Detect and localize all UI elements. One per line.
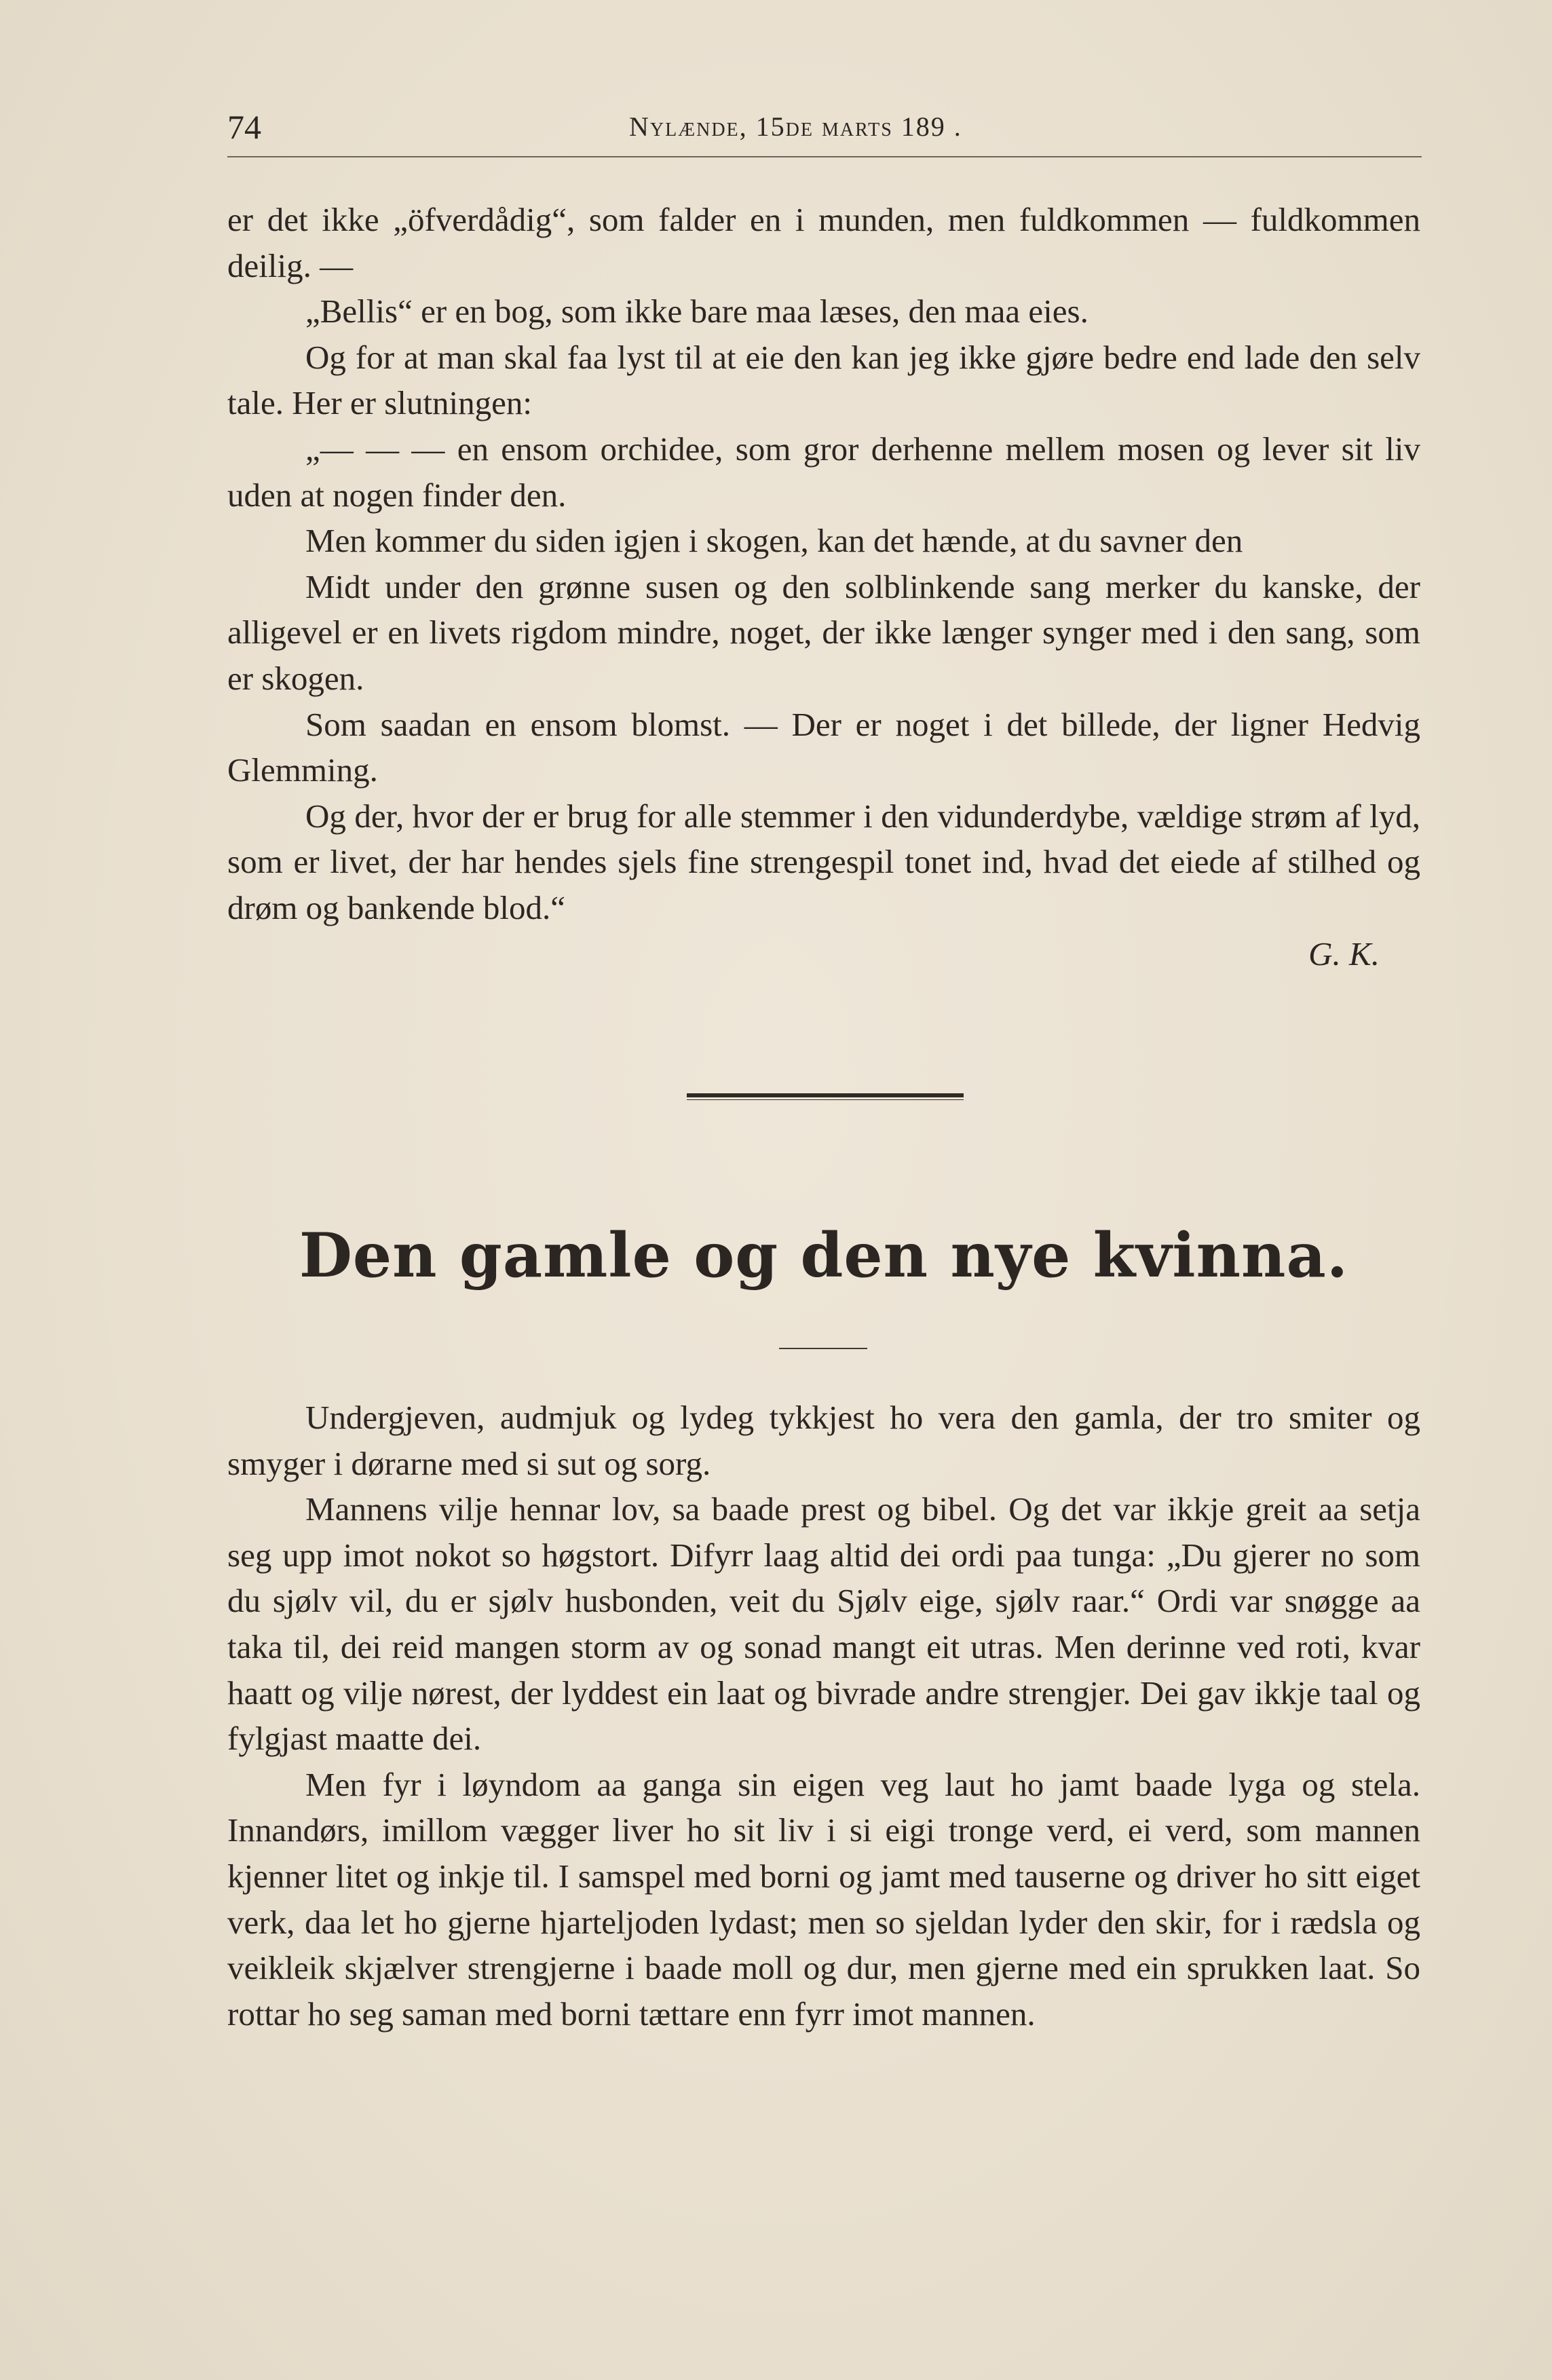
article-title: Den gamle og den nye kvinna. bbox=[299, 1220, 1349, 1291]
review-paragraph: Som saadan en ensom blomst. — Der er noget i det billede, der ligner Hedvig Glemming. bbox=[227, 705, 1420, 789]
review-paragraph: „Bellis“ er en bog, som ikke bare maa læses, den maa eies. bbox=[305, 292, 1089, 330]
article-paragraph: Undergjeven, audmjuk og lydeg tykkjest ho vera den gamla, der tro smiter og smyger i dørarne med si sut og sorg. bbox=[227, 1399, 1420, 1482]
article-paragraph: Mannens vilje hennar lov, sa baade prest og bibel. Og det var ikkje greit aa setja seg upp imot nokot so høgstort. Difyrr laag altid dei ordi paa tunga: „Du gjerer no som du sjølv vil, du er sjølv husbonden, veit du Sjølv eige, sjølv raar.“ Ordi var snøgge aa taka til, dei reid mangen storm av og sonad mangt eit utras. Men derinne ved roti, kvar haatt og vilje nørest, der lyddest ein laat og bivrade andre strengjer. Dei gav ikkje taal og fylgjast maatte dei. bbox=[227, 1490, 1420, 1758]
review-paragraph: er det ikke „öfverdådig“, som falder en i munden, men fuldkommen — fuldkommen deilig. — bbox=[227, 201, 1420, 284]
header-rule bbox=[227, 156, 1422, 157]
article-body bbox=[227, 1395, 1420, 2037]
page-number: 74 bbox=[227, 108, 261, 146]
review-paragraph: „— — — en ensom orchidee, som gror derhenne mellem mosen og lever sit liv uden at nogen finder den. bbox=[227, 430, 1420, 514]
title-rule bbox=[779, 1348, 867, 1349]
review-paragraph: Og der, hvor der er brug for alle stemmer i den vidunderdybe, vældige strøm af lyd, som er livet, der har hendes sjels fine strengespil tonet ind, hvad det eiede af stilhed og drøm og bankende blod.“ bbox=[227, 797, 1420, 926]
article-paragraph: Men fyr i løyndom aa ganga sin eigen veg laut ho jamt baade lyga og stela. Innandørs, imillom vægger liver ho sit liv i si eigi tronge verd, ei verd, som mannen kjenner litet og inkje til. I samspel med borni og jamt med tauserne og driver ho sitt eiget verk, daa let ho gjerne hjarteljoden lydast; men so sjeldan lyder den skir, for i rædsla og veikleik skjælver strengjerne i baade moll og dur, men gjerne med ein sprukken laat. So rottar ho seg saman med borni tættare enn fyrr imot mannen. bbox=[227, 1765, 1420, 2033]
page-header bbox=[227, 103, 1422, 151]
section-divider bbox=[687, 1093, 964, 1100]
review-paragraph: Men kommer du siden igjen i skogen, kan det hænde, at du savner den bbox=[305, 522, 1243, 560]
review-section bbox=[227, 197, 1420, 977]
running-head: Nylænde, 15de marts 189 . bbox=[629, 111, 962, 142]
review-paragraph: Og for at man skal faa lyst til at eie den kan jeg ikke gjøre bedre end lade den selv tale. Her er slutningen: bbox=[227, 338, 1420, 422]
author-signature: G. K. bbox=[1308, 934, 1380, 972]
review-paragraph: Midt under den grønne susen og den solblinkende sang merker du kanske, der alligevel er en livets rigdom mindre, noget, der ikke længer synger med i den sang, som er skogen. bbox=[227, 567, 1420, 697]
